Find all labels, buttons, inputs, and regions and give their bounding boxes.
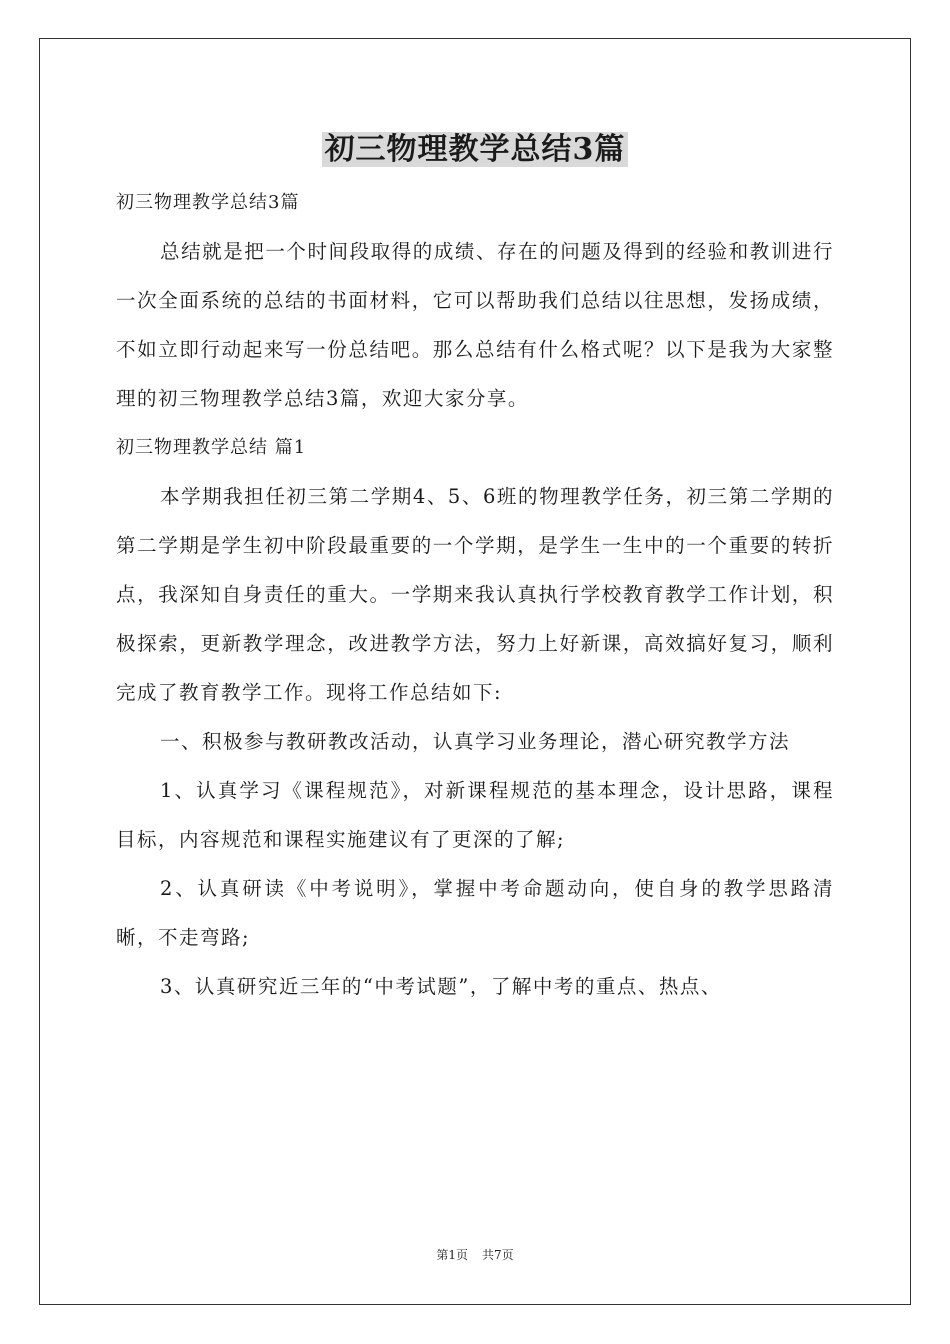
section-heading: 初三物理教学总结 篇1 xyxy=(116,437,307,458)
subtitle-paragraph: 初三物理教学总结3篇 xyxy=(116,192,300,213)
page-number: 第1页 xyxy=(436,1248,468,1262)
page-total: 共7页 xyxy=(482,1248,514,1262)
document-body xyxy=(116,178,834,1011)
list-item: 1、认真学习《课程规范》，对新课程规范的基本理念，设计思路，课程目标，内容规范和课程实施建议有了更深的了解; xyxy=(116,779,834,851)
document-title xyxy=(0,128,950,172)
list-item: 2、认真研读《中考说明》，掌握中考命题动向，使自身的教学思路清晰，不走弯路; xyxy=(116,877,834,949)
page-footer xyxy=(0,1246,950,1263)
list-item: 3、认真研究近三年的“中考试题”，了解中考的重点、热点、 xyxy=(160,975,722,998)
body-paragraph: 本学期我担任初三第二学期4、5、6班的物理教学任务，初三第二学期的第二学期是学生初中阶段最重要的一个学期，是学生一生中的一个重要的转折点，我深知自身责任的重大。一学期来我认真执行学校教育教学工作计划，积极探索，更新教学理念，改进教学方法，努力上好新课，高效搞好复习，顺利完成了教育教学工作。现将工作总结如下: xyxy=(116,485,834,704)
document-title-text: 初三物理教学总结3篇 xyxy=(322,132,629,167)
intro-paragraph: 总结就是把一个时间段取得的成绩、存在的问题及得到的经验和教训进行一次全面系统的总结的书面材料，它可以帮助我们总结以往思想，发扬成绩，不如立即行动起来写一份总结吧。那么总结有什么格式呢？以下是我为大家整理的初三物理教学总结3篇，欢迎大家分享。 xyxy=(116,240,834,410)
list-heading: 一、积极参与教研教改活动，认真学习业务理论，潜心研究教学方法 xyxy=(160,730,791,753)
